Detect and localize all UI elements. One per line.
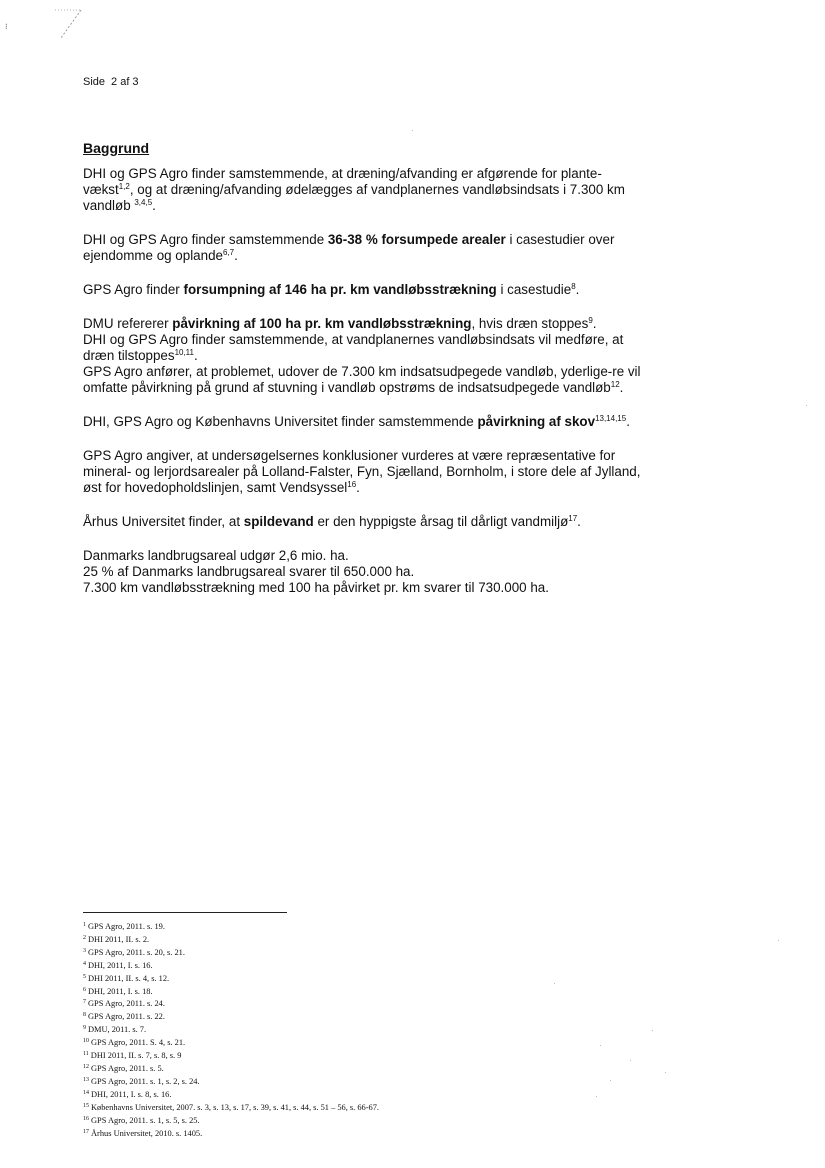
paragraph-drainage: DHI og GPS Agro finder samstemmende, at dræning/afvanding er afgørende for plante-vækst$^{1,2}$, og at dræning/afvanding ødelægges af vandplanernes vandløbsindsats i 7.300 km vandløb $^{3,4,5}$. — [83, 166, 625, 213]
page-header — [83, 76, 139, 88]
paragraph-swamping-146: GPS Agro finder forsumpning af 146 ha pr. km vandløbsstrækning i casestudie$^8$. — [83, 282, 580, 297]
footnote-ref: 3,4,5 — [134, 198, 153, 207]
footnote-ref: 6,7 — [222, 248, 235, 257]
paragraph-wastewater: Århus Universitet finder, at spildevand er den hyppigste årsag til dårligt vandmiljø$^{17}$. — [83, 514, 581, 529]
scan-speck — [806, 405, 807, 406]
paragraph-forest: DHI, GPS Agro og Københavns Universitet finder samstemmende påvirkning af skov$^{13,14,15}$. — [83, 414, 630, 429]
summary-line: Danmarks landbrugsareal udgør 2,6 mio. ha. — [83, 548, 349, 563]
footnote: $^4$ DHI, 2011, I. s. 16. — [83, 960, 153, 970]
footnote: $^3$ GPS Agro, 2011. s. 20, s. 21. — [83, 947, 185, 957]
footnotes — [83, 921, 483, 1140]
paragraph-swamped-areas: DHI og GPS Agro finder samstemmende 36-38 % forsumpede arealer i casestudier over ejendomme og oplande$^{6,7}$. — [83, 232, 615, 263]
footnote: $^{14}$ DHI, 2011, I. s. 8, s. 16. — [83, 1089, 172, 1099]
summary-line: 25 % af Danmarks landbrugsareal svarer til 650.000 ha. — [83, 564, 415, 579]
footnote: $^{16}$ GPS Agro, 2011. s. 1, s. 5, s. 25. — [83, 1115, 200, 1125]
footnote: $^5$ DHI 2011, II. s. 4, s. 12. — [83, 973, 170, 983]
scan-speck — [412, 130, 413, 131]
scan-speck — [554, 983, 555, 984]
scan-corner-mark — [55, 8, 95, 40]
scan-speck — [610, 1080, 611, 1081]
paragraph-summary — [83, 548, 643, 596]
footnote: $^2$ DHI 2011, II. s. 2. — [83, 934, 150, 944]
footnote: $^8$ GPS Agro, 2011. s. 22. — [83, 1012, 165, 1022]
footnote-ref: 8 — [571, 282, 576, 291]
header-label: Side — [83, 76, 106, 88]
section-heading: Baggrund — [83, 140, 150, 156]
paragraph-impact: DMU refererer påvirkning af 100 ha pr. km vandløbsstrækning, hvis dræn stoppes$^9$. DHI og GPS Agro finder samstemmende, at vandplanernes vandløbsindsats vil medføre, at dræn tilstoppes$^{10,11}$. GPS Agro anfører, at problemet, udover de 7.300 km indsatsudpegede vandløb, yderlige-re vil omfatte påvirkning på grund af stuvning i vandløb opstrøms de indsatsudpegede vandløb$^{12}$. — [83, 316, 641, 395]
footnote: $^{10}$ GPS Agro, 2011. S. 4, s. 21. — [83, 1038, 186, 1048]
footnote: $^{11}$ DHI 2011, II. s. 7, s. 8, s. 9 — [83, 1051, 182, 1061]
footnote: $^1$ GPS Agro, 2011. s. 19. — [83, 922, 165, 931]
footnote: $^{12}$ GPS Agro, 2011. s. 5. — [83, 1063, 164, 1073]
footnote: $^9$ DMU, 2011. s. 7. — [83, 1025, 147, 1035]
scan-speck — [652, 1030, 653, 1031]
footnote-divider — [83, 912, 287, 913]
footnote: $^{13}$ GPS Agro, 2011. s. 1, s. 2, s. 24. — [83, 1076, 200, 1086]
footnote: $^{17}$ Århus Universitet, 2010. s. 1405. — [83, 1128, 203, 1138]
scan-speck — [778, 940, 779, 941]
footnote-ref: 16 — [347, 480, 357, 489]
footnote-ref: 17 — [568, 514, 578, 523]
paragraph-representative: GPS Agro angiver, at undersøgelsernes konklusioner vurderes at være repræsentative for mineral- og lerjordsarealer på Lolland-Falster, Fyn, Sjælland, Bornholm, i store dele af Jylland, øst for hovedopholdslinjen, samt Vendsyssel$^{16}$. — [83, 448, 641, 495]
scan-speck — [596, 1096, 597, 1097]
margin-mark: ⁝ — [5, 22, 8, 31]
footnote-ref: 9 — [588, 316, 593, 325]
body-text — [83, 166, 643, 596]
scan-speck — [600, 1045, 601, 1046]
scan-speck — [630, 1060, 631, 1061]
footnote-ref: 12 — [610, 380, 620, 389]
footnote: $^{15}$ Københavns Universitet, 2007. s. 3, s. 13, s. 17, s. 39, s. 41, s. 44, s. 51 – 56, s. 66-67. — [83, 1102, 380, 1112]
footnote: $^7$ GPS Agro, 2011. s. 24. — [83, 999, 165, 1009]
footnote-ref: 13,14,15 — [595, 414, 627, 423]
footnote-ref: 10,11 — [174, 348, 194, 357]
summary-line: 7.300 km vandløbsstrækning med 100 ha påvirket pr. km svarer til 730.000 ha. — [83, 580, 549, 595]
footnote-ref: 1,2 — [118, 182, 130, 191]
page-number: 2 af 3 — [111, 76, 139, 88]
footnote: $^6$ DHI, 2011, I. s. 18. — [83, 986, 153, 996]
scan-speck — [665, 1072, 666, 1073]
